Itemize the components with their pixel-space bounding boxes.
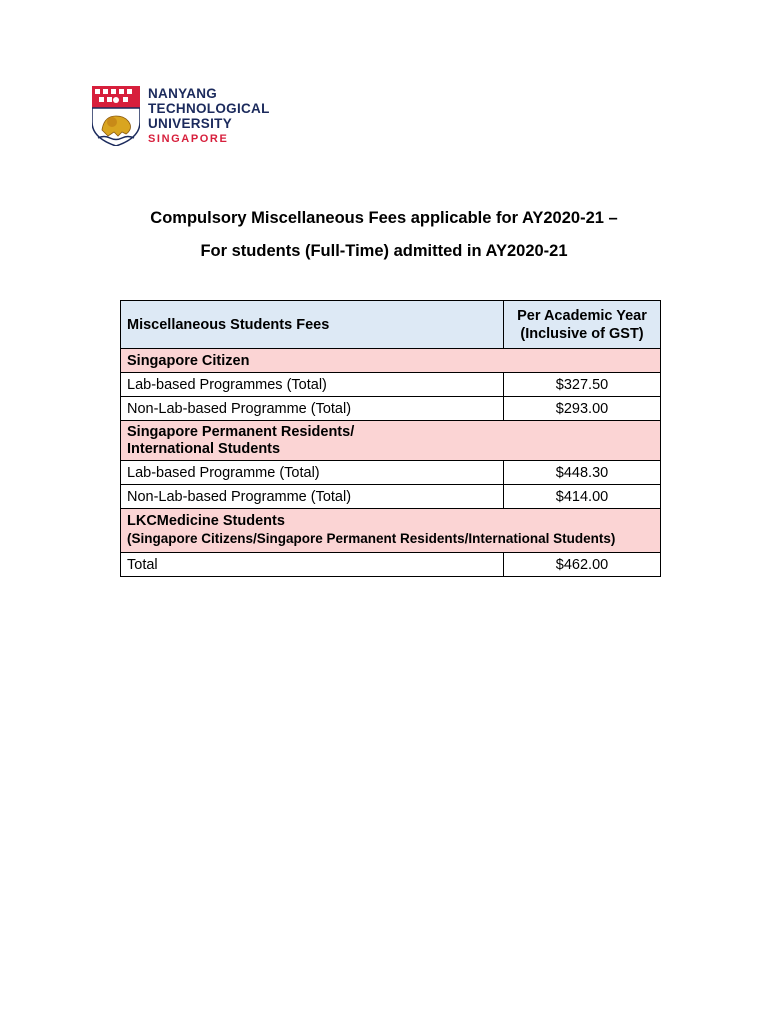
document-title-line-2: For students (Full-Time) admitted in AY2020-21 bbox=[200, 242, 568, 260]
university-name bbox=[148, 86, 270, 147]
logo-line-1: NANYANG bbox=[148, 86, 218, 101]
fee-amount: $293.00 bbox=[504, 397, 661, 421]
document-title-line-1: Compulsory Miscellaneous Fees applicable for AY2020-21 – bbox=[150, 209, 618, 227]
table-row bbox=[121, 553, 661, 577]
header-fees-label: Miscellaneous Students Fees bbox=[121, 301, 504, 349]
section-title bbox=[121, 421, 661, 461]
header-per-year-line-2: (Inclusive of GST) bbox=[520, 325, 644, 342]
ntu-crest-icon bbox=[92, 86, 140, 146]
ntu-logo bbox=[92, 86, 272, 148]
table-row bbox=[121, 485, 661, 509]
section-title-main: LKCMedicine Students bbox=[127, 513, 285, 529]
fee-label: Lab-based Programmes (Total) bbox=[121, 373, 504, 397]
table-row bbox=[121, 373, 661, 397]
header-per-year-line-1: Per Academic Year bbox=[517, 307, 647, 324]
section-title: Singapore Citizen bbox=[121, 349, 661, 373]
fee-label: Total bbox=[121, 553, 504, 577]
section-title-line-2: International Students bbox=[127, 440, 281, 457]
fee-amount: $448.30 bbox=[504, 461, 661, 485]
section-row-pr-international bbox=[121, 421, 661, 461]
logo-line-3: UNIVERSITY bbox=[148, 116, 233, 131]
table-row bbox=[121, 397, 661, 421]
fee-amount: $327.50 bbox=[504, 373, 661, 397]
fee-amount: $414.00 bbox=[504, 485, 661, 509]
fee-amount: $462.00 bbox=[504, 553, 661, 577]
logo-line-4: SINGAPORE bbox=[148, 133, 229, 145]
fee-label: Non-Lab-based Programme (Total) bbox=[121, 485, 504, 509]
table-row bbox=[121, 461, 661, 485]
header-per-year bbox=[504, 301, 661, 349]
section-row-singapore-citizen bbox=[121, 349, 661, 373]
fee-label: Non-Lab-based Programme (Total) bbox=[121, 397, 504, 421]
section-title bbox=[121, 509, 661, 553]
section-row-lkcmedicine bbox=[121, 509, 661, 553]
table-header-row bbox=[121, 301, 661, 349]
fee-label: Lab-based Programme (Total) bbox=[121, 461, 504, 485]
logo-line-2: TECHNOLOGICAL bbox=[148, 101, 270, 116]
section-subtitle: (Singapore Citizens/Singapore Permanent Residents/International Students) bbox=[127, 531, 616, 546]
section-title-line-1: Singapore Permanent Residents/ bbox=[127, 423, 355, 440]
fees-table bbox=[120, 300, 661, 577]
